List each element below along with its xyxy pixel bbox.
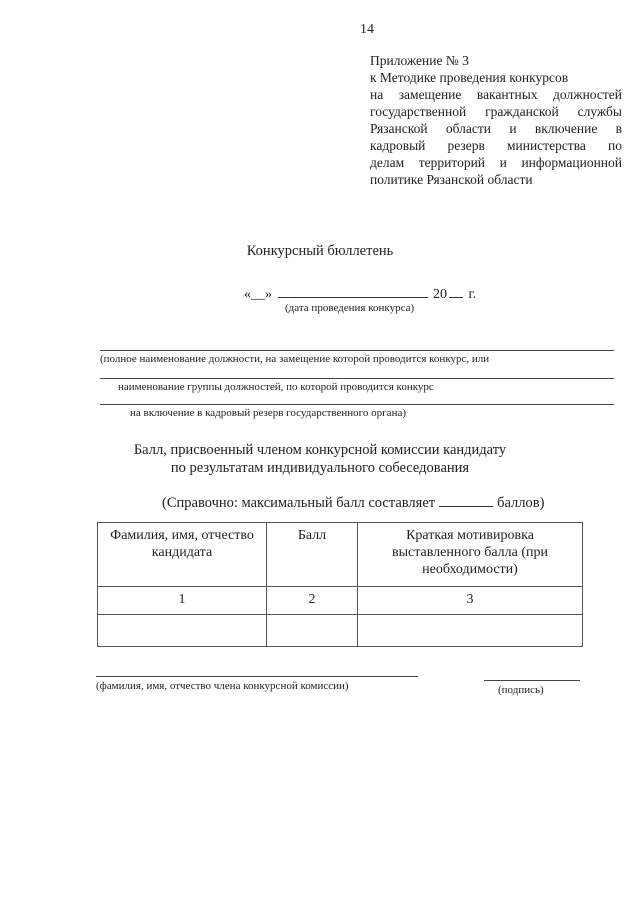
table-row xyxy=(98,615,583,647)
position-line xyxy=(100,350,614,351)
position-line xyxy=(100,378,614,379)
max-score-note xyxy=(162,494,544,512)
year-blank xyxy=(449,285,463,298)
document-title: Конкурсный бюллетень xyxy=(246,243,394,259)
max-score-blank xyxy=(439,494,493,507)
appendix-line: делам территорий и информационной xyxy=(370,155,622,170)
appendix-block xyxy=(370,52,622,188)
note-suffix: баллов) xyxy=(497,495,545,511)
date-caption: (дата проведения конкурса) xyxy=(285,302,415,314)
position-line xyxy=(100,404,614,405)
note-prefix: (Справочно: максимальный балл составляет xyxy=(162,495,436,511)
appendix-title: Приложение № 3 xyxy=(370,53,469,68)
score-table xyxy=(97,522,583,647)
table-header-row xyxy=(98,523,583,587)
column-number: 2 xyxy=(267,587,358,615)
score-title-line: по результатам индивидуального собеседования xyxy=(170,460,470,476)
appendix-line: к Методике проведения конкурсов xyxy=(370,70,569,85)
table-cell[interactable] xyxy=(98,615,267,647)
year-prefix: 20 xyxy=(433,287,447,302)
appendix-line: политике Рязанской области xyxy=(370,172,533,187)
header-candidate: Фамилия, имя, отчество кандидата xyxy=(98,523,267,587)
header-reason: Краткая мотивировка выставленного балла (при необходимости) xyxy=(358,523,583,587)
position-caption: (полное наименование должности, на замещение которой проводится конкурс, или xyxy=(100,353,490,365)
table-cell[interactable] xyxy=(267,615,358,647)
appendix-line: кадровый резерв министерства по xyxy=(370,138,622,153)
appendix-line: Рязанской области и включение в xyxy=(370,121,622,136)
date-line xyxy=(244,285,476,303)
day-field: «__» xyxy=(244,287,272,302)
appendix-line: государственной гражданской службы xyxy=(370,104,622,119)
table-cell[interactable] xyxy=(358,615,583,647)
header-score: Балл xyxy=(267,523,358,587)
column-number: 3 xyxy=(358,587,583,615)
position-caption: наименование группы должностей, по которой проводится конкурс xyxy=(118,381,434,393)
year-suffix: г. xyxy=(468,287,477,302)
appendix-line: на замещение вакантных должностей xyxy=(370,87,622,102)
score-title xyxy=(0,441,640,477)
column-number: 1 xyxy=(98,587,267,615)
month-blank xyxy=(278,285,428,298)
page-number: 14 xyxy=(360,22,374,37)
signature-name-line xyxy=(96,676,418,677)
signature-sign-line xyxy=(484,680,580,681)
signature-name-caption: (фамилия, имя, отчество члена конкурсной комиссии) xyxy=(96,680,349,692)
signature-sign-caption: (подпись) xyxy=(498,684,544,696)
position-caption: на включение в кадровый резерв государственного органа) xyxy=(130,407,406,419)
table-number-row xyxy=(98,587,583,615)
score-title-line: Балл, присвоенный членом конкурсной комиссии кандидату xyxy=(133,442,507,458)
